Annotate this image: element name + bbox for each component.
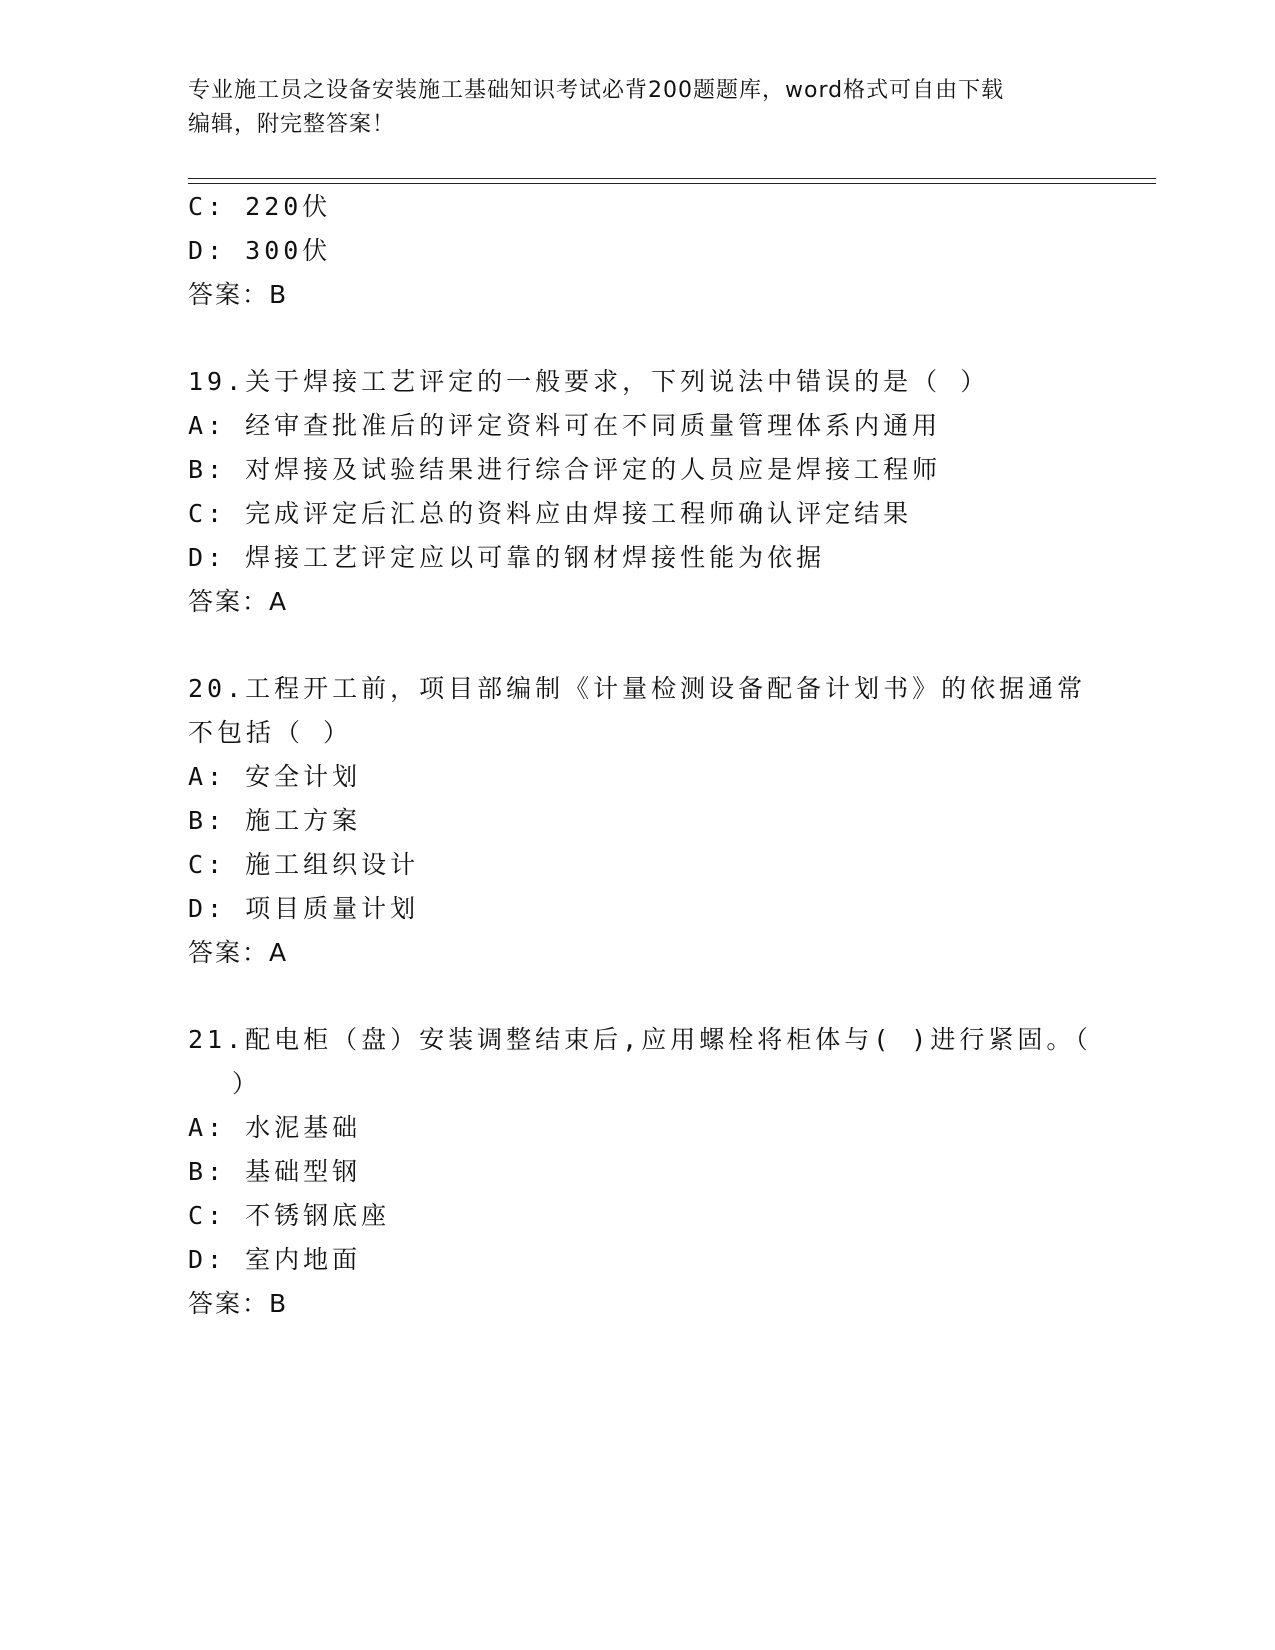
q20-stem-line-1: 20.工程开工前，项目部编制《计量检测设备配备计划书》的依据通常 bbox=[188, 674, 1087, 703]
header-line-2: 编辑，附完整答案！ bbox=[188, 112, 396, 137]
q20-option-d: D: 项目质量计划 bbox=[188, 894, 420, 923]
q20-answer: 答案：A bbox=[188, 938, 289, 967]
header-divider-bottom bbox=[188, 183, 1156, 184]
q20-option-b: B: 施工方案 bbox=[188, 806, 362, 835]
q18-option-c: C: 220伏 bbox=[188, 192, 332, 221]
q20-option-c: C: 施工组织设计 bbox=[188, 850, 420, 879]
q20-stem-line-2: 不包括（ ） bbox=[188, 718, 353, 747]
q19-option-d: D: 焊接工艺评定应以可靠的钢材焊接性能为依据 bbox=[188, 543, 826, 572]
q21-stem-line-1: 21.配电柜（盘）安装调整结束后,应用螺栓将柜体与( )进行紧固。（ bbox=[188, 1025, 1092, 1054]
q18-answer: 答案：B bbox=[188, 280, 289, 309]
document-header bbox=[188, 74, 1088, 142]
q21-option-d: D: 室内地面 bbox=[188, 1245, 362, 1274]
q19-answer: 答案：A bbox=[188, 587, 289, 616]
q21-option-c: C: 不锈钢底座 bbox=[188, 1201, 391, 1230]
q21-stem-line-2: ） bbox=[232, 1069, 262, 1098]
q19-option-c: C: 完成评定后汇总的资料应由焊接工程师确认评定结果 bbox=[188, 499, 913, 528]
q21-option-a: A: 水泥基础 bbox=[188, 1113, 362, 1142]
q18-option-d: D: 300伏 bbox=[188, 236, 332, 265]
q19-option-a: A: 经审查批准后的评定资料可在不同质量管理体系内通用 bbox=[188, 411, 942, 440]
q19-option-b: B: 对焊接及试验结果进行综合评定的人员应是焊接工程师 bbox=[188, 455, 942, 484]
header-line-1: 专业施工员之设备安装施工基础知识考试必背200题题库，word格式可自由下载 bbox=[188, 78, 1005, 103]
q21-answer: 答案：B bbox=[188, 1289, 289, 1318]
q19-stem: 19.关于焊接工艺评定的一般要求，下列说法中错误的是（ ） bbox=[188, 367, 990, 396]
q21-option-b: B: 基础型钢 bbox=[188, 1157, 362, 1186]
q20-option-a: A: 安全计划 bbox=[188, 762, 362, 791]
header-divider-top bbox=[188, 178, 1156, 179]
